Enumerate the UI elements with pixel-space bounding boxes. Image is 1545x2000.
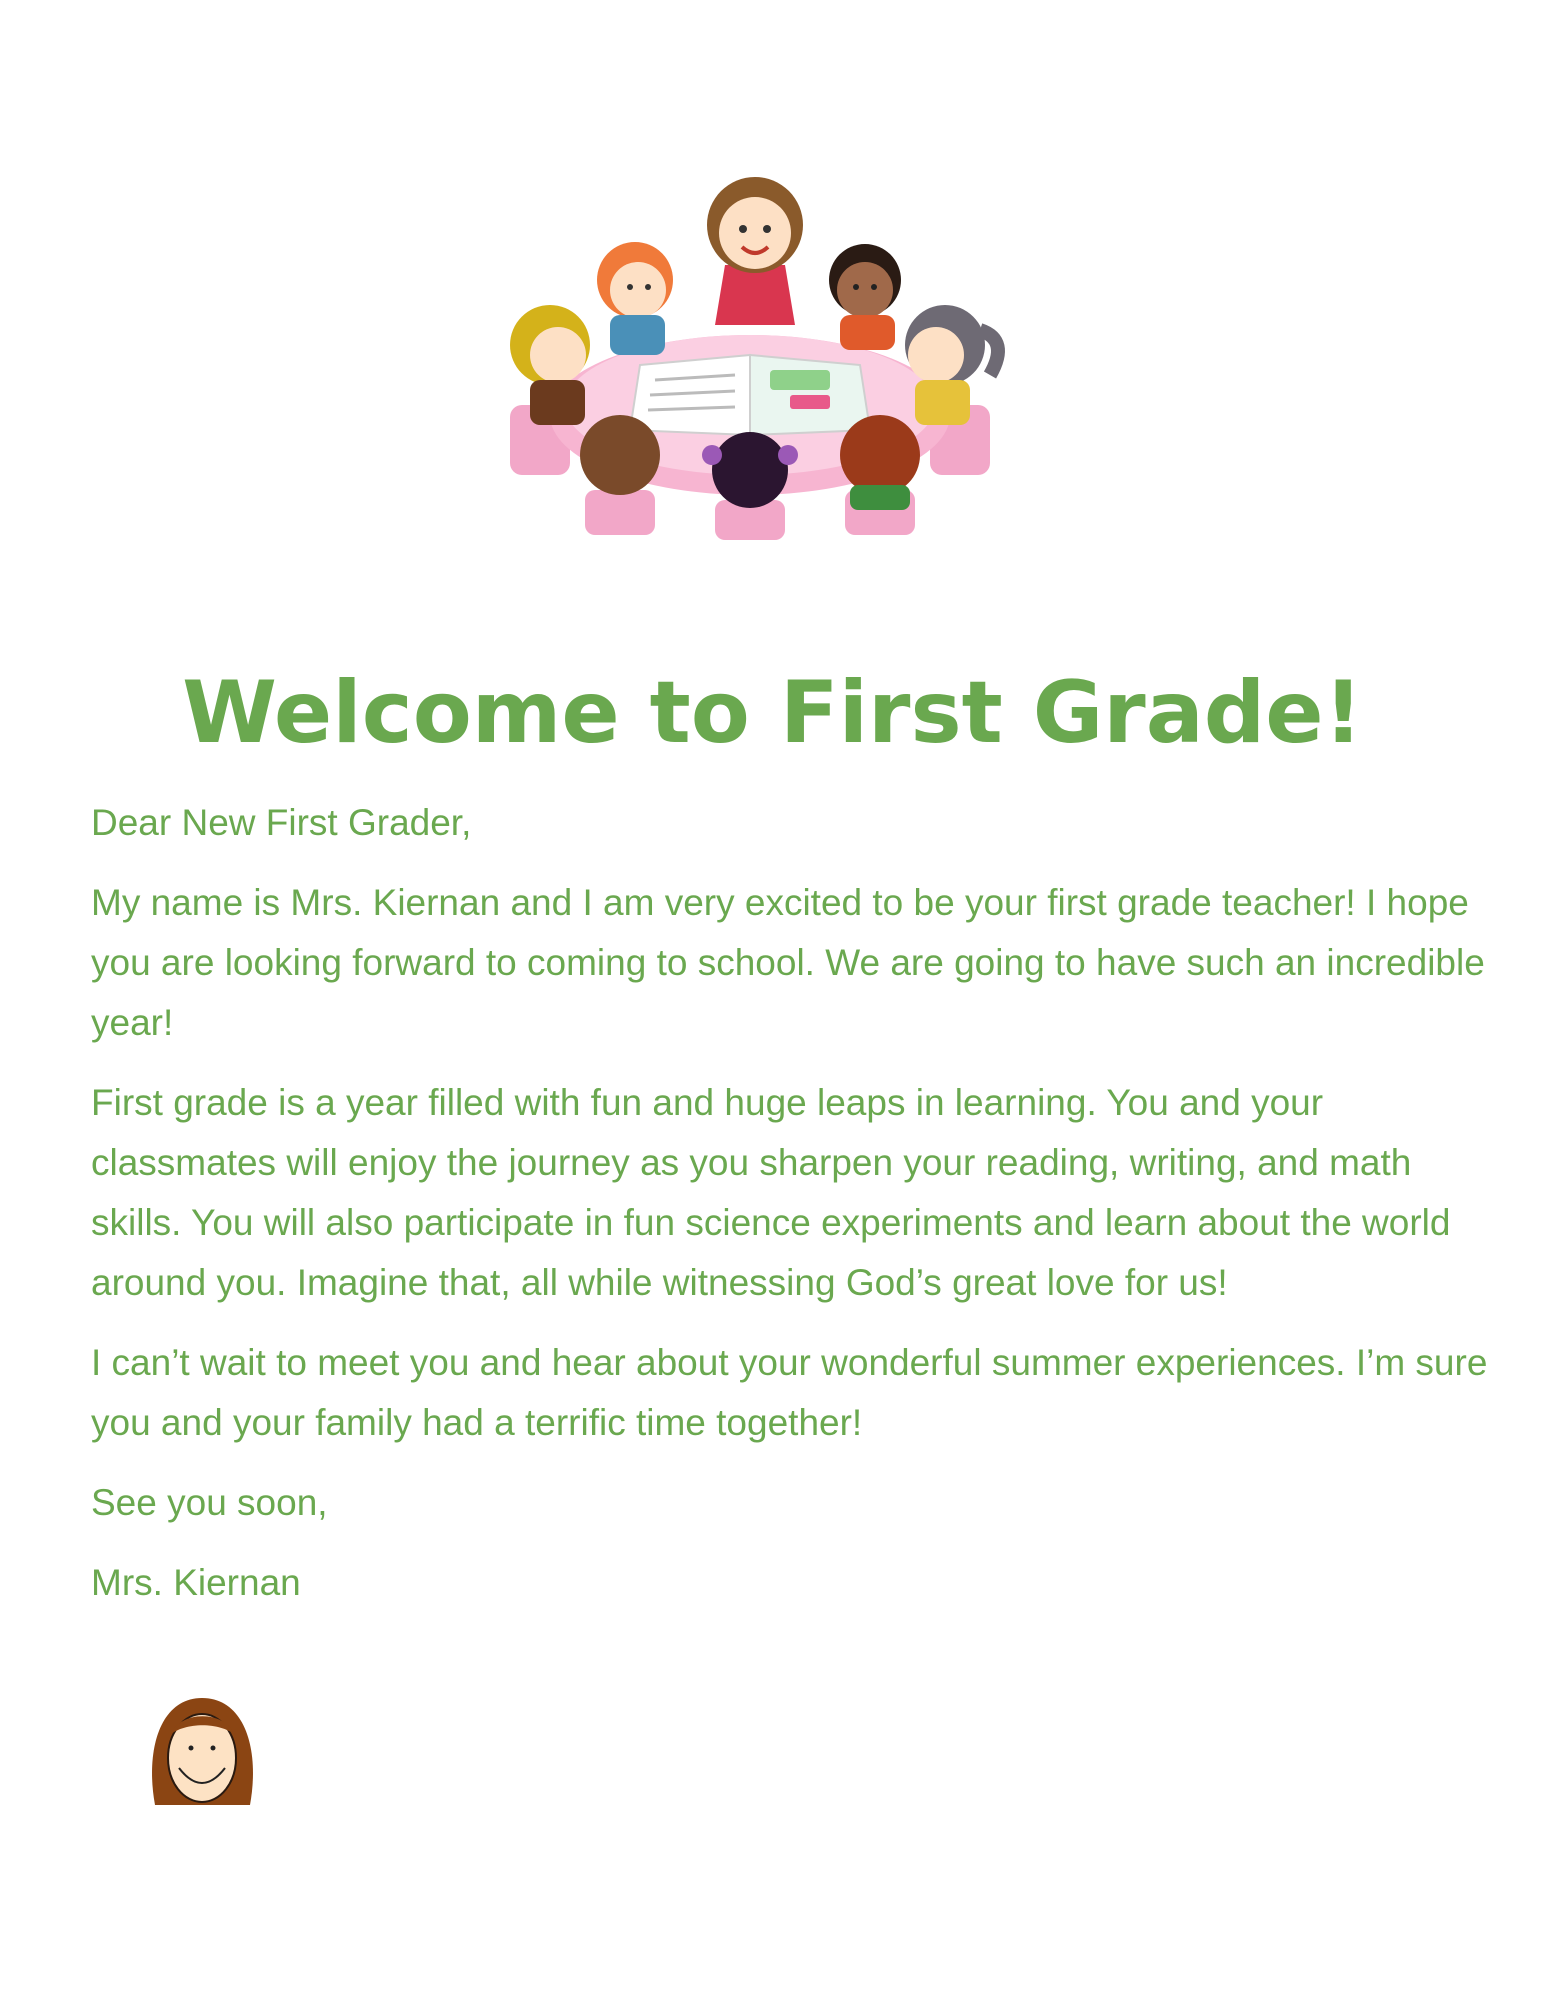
teacher-students-illustration [490, 155, 1010, 545]
letter-closing: See you soon, [91, 1482, 328, 1523]
page-title: Welcome to First Grade! [182, 663, 1363, 763]
letter-paragraph-intro: My name is Mrs. Kiernan and I am very excited to be your first grade teacher! I hope you are looking forward to coming to school. We are going to have such an incredible year! [91, 882, 1485, 1043]
letter-paragraph-summer: I can’t wait to meet you and hear about your wonderful summer experiences. I’m sure you and your family had a terrific time together! [91, 1342, 1488, 1443]
letter-greeting: Dear New First Grader, [91, 802, 472, 843]
teacher-face-icon [145, 1690, 260, 1810]
letter-body [91, 793, 1491, 1633]
letter-paragraph-learning: First grade is a year filled with fun and huge leaps in learning. You and your classmates will enjoy the journey as you sharpen your reading, writing, and math skills. You will also participate in fun science experiments and learn about the world around you. Imagine that, all while witnessing God’s great love for us! [91, 1082, 1451, 1303]
letter-signature: Mrs. Kiernan [91, 1562, 301, 1603]
